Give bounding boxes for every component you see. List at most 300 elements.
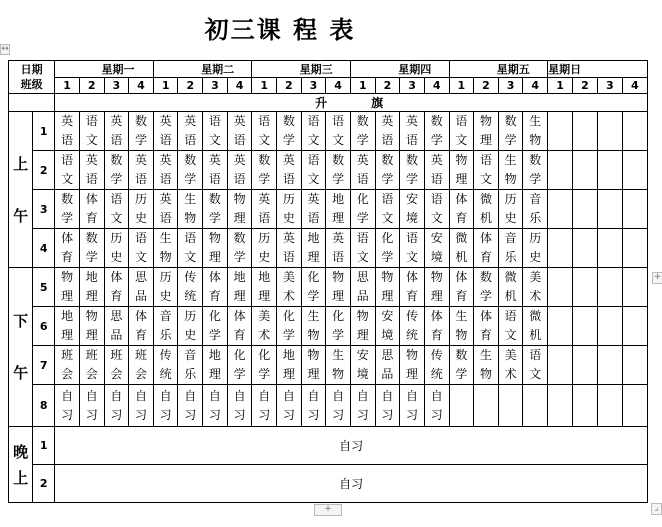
lesson-cell[interactable] — [178, 151, 203, 190]
cell-char: 物 — [208, 231, 221, 245]
lesson-cell[interactable] — [572, 229, 597, 268]
lesson-cell[interactable] — [622, 346, 647, 385]
lesson-cell[interactable] — [203, 385, 228, 427]
lesson-cell[interactable] — [400, 229, 425, 268]
cell-char: 数 — [529, 153, 542, 167]
cell-char: 物 — [381, 270, 394, 284]
lesson-cell[interactable] — [523, 190, 548, 229]
lesson-cell[interactable] — [104, 112, 129, 151]
add-column-icon[interactable]: + — [653, 272, 662, 282]
lesson-row — [9, 229, 648, 268]
lesson-cell[interactable] — [548, 346, 573, 385]
lesson-cell[interactable] — [129, 307, 154, 346]
lesson-cell[interactable] — [498, 268, 523, 307]
cell-char: 语 — [381, 133, 394, 147]
lesson-cell[interactable] — [252, 112, 277, 151]
lesson-cell[interactable] — [178, 307, 203, 346]
lesson-cell[interactable] — [153, 268, 178, 307]
lesson-cell[interactable] — [301, 346, 326, 385]
period-number: 3 — [203, 78, 228, 94]
cell-char: 班 — [61, 348, 74, 362]
cell-char: 理 — [61, 328, 74, 342]
period-label: 5 — [33, 268, 55, 307]
cell-char: 文 — [208, 133, 221, 147]
lesson-cell[interactable] — [227, 229, 252, 268]
lesson-cell[interactable] — [597, 268, 622, 307]
lesson-cell[interactable] — [153, 229, 178, 268]
lesson-cell[interactable] — [153, 385, 178, 427]
lesson-cell[interactable] — [523, 229, 548, 268]
cell-char: 数 — [110, 153, 123, 167]
lesson-cell[interactable] — [449, 268, 474, 307]
period-number: 2 — [79, 78, 104, 94]
lesson-cell[interactable] — [129, 346, 154, 385]
lesson-cell[interactable] — [301, 112, 326, 151]
lesson-cell[interactable] — [424, 307, 449, 346]
cell-char: 地 — [332, 192, 345, 206]
lesson-cell[interactable] — [277, 112, 302, 151]
cell-char: 体 — [455, 192, 468, 206]
lesson-cell[interactable] — [350, 268, 375, 307]
cell-char: 物 — [332, 367, 345, 381]
lesson-cell[interactable] — [326, 268, 351, 307]
cell-char: 境 — [381, 328, 394, 342]
cell-char: 习 — [356, 407, 369, 422]
cell-char: 体 — [430, 309, 443, 323]
cell-char: 乐 — [184, 367, 197, 381]
lesson-cell[interactable] — [203, 112, 228, 151]
lesson-cell[interactable] — [153, 307, 178, 346]
cell-char: 英 — [258, 192, 271, 206]
lesson-cell[interactable] — [474, 385, 499, 427]
section-char: 下 — [13, 312, 29, 330]
lesson-cell[interactable] — [227, 190, 252, 229]
lesson-cell[interactable] — [400, 307, 425, 346]
add-row-icon[interactable]: + — [314, 504, 342, 516]
lesson-cell[interactable] — [449, 151, 474, 190]
cell-char: 自 — [332, 388, 345, 403]
lesson-cell[interactable] — [548, 151, 573, 190]
corner-label: 班级 — [20, 78, 43, 91]
lesson-cell[interactable] — [622, 229, 647, 268]
lesson-cell[interactable] — [129, 268, 154, 307]
lesson-cell[interactable] — [203, 307, 228, 346]
cell-char: 安 — [430, 231, 443, 245]
lesson-cell[interactable] — [424, 229, 449, 268]
lesson-cell[interactable] — [203, 346, 228, 385]
lesson-cell[interactable] — [277, 229, 302, 268]
cell-char: 美 — [529, 270, 542, 284]
lesson-cell[interactable] — [400, 268, 425, 307]
lesson-cell[interactable] — [326, 385, 351, 427]
evening-self-study[interactable]: 自习 — [55, 465, 648, 503]
cell-char: 学 — [381, 250, 394, 264]
lesson-cell[interactable] — [548, 268, 573, 307]
lesson-cell[interactable] — [548, 385, 573, 427]
lesson-cell[interactable] — [449, 112, 474, 151]
lesson-cell[interactable] — [498, 346, 523, 385]
cell-char: 英 — [406, 114, 419, 128]
cell-char: 习 — [159, 407, 172, 422]
lesson-cell[interactable] — [375, 190, 400, 229]
lesson-cell[interactable] — [597, 229, 622, 268]
lesson-cell[interactable] — [203, 190, 228, 229]
cell-char: 安 — [406, 192, 419, 206]
lesson-cell[interactable] — [55, 151, 80, 190]
lesson-cell[interactable] — [474, 229, 499, 268]
cell-char: 语 — [85, 114, 98, 128]
cell-char: 学 — [282, 133, 295, 147]
lesson-cell[interactable] — [153, 151, 178, 190]
cell-char: 理 — [332, 211, 345, 225]
lesson-cell[interactable] — [326, 229, 351, 268]
cell-char: 传 — [159, 348, 172, 362]
lesson-cell[interactable] — [474, 151, 499, 190]
lesson-cell[interactable] — [227, 151, 252, 190]
flag-raising-label: 升旗 — [55, 94, 648, 112]
lesson-cell[interactable] — [104, 229, 129, 268]
cell-char: 语 — [406, 133, 419, 147]
lesson-cell[interactable] — [622, 151, 647, 190]
resize-handle-icon[interactable]: ⌟ — [651, 503, 662, 515]
lesson-cell[interactable] — [79, 151, 104, 190]
page-title: 初三课 程 表 — [204, 15, 356, 44]
lesson-cell[interactable] — [350, 346, 375, 385]
cell-char: 历 — [504, 192, 517, 206]
lesson-cell[interactable] — [350, 385, 375, 427]
period-number: 2 — [277, 78, 302, 94]
lesson-cell[interactable] — [474, 190, 499, 229]
lesson-cell[interactable] — [326, 307, 351, 346]
lesson-cell[interactable] — [449, 190, 474, 229]
lesson-cell[interactable] — [498, 307, 523, 346]
lesson-cell[interactable] — [474, 268, 499, 307]
lesson-cell[interactable] — [498, 385, 523, 427]
lesson-cell[interactable] — [572, 112, 597, 151]
cell-char: 文 — [479, 172, 492, 186]
lesson-cell[interactable] — [424, 346, 449, 385]
lesson-cell[interactable] — [203, 268, 228, 307]
cell-char: 数 — [479, 270, 492, 284]
cell-char: 物 — [479, 114, 492, 128]
afternoon-label — [9, 268, 33, 427]
lesson-cell[interactable] — [449, 307, 474, 346]
lesson-cell[interactable] — [301, 229, 326, 268]
lesson-cell[interactable] — [129, 190, 154, 229]
lesson-cell[interactable] — [79, 190, 104, 229]
lesson-cell[interactable] — [104, 307, 129, 346]
lesson-cell[interactable] — [548, 112, 573, 151]
lesson-cell[interactable] — [424, 385, 449, 427]
lesson-cell[interactable] — [424, 112, 449, 151]
lesson-cell[interactable] — [178, 346, 203, 385]
lesson-cell[interactable] — [301, 190, 326, 229]
lesson-cell[interactable] — [474, 346, 499, 385]
cell-char: 体 — [233, 309, 246, 323]
lesson-cell[interactable] — [301, 268, 326, 307]
lesson-cell[interactable] — [55, 307, 80, 346]
lesson-cell[interactable] — [55, 268, 80, 307]
lesson-cell[interactable] — [79, 229, 104, 268]
lesson-cell[interactable] — [548, 190, 573, 229]
cell-char: 理 — [430, 289, 443, 303]
lesson-cell[interactable] — [375, 268, 400, 307]
lesson-cell[interactable] — [252, 346, 277, 385]
lesson-cell[interactable] — [79, 385, 104, 427]
lesson-cell[interactable] — [277, 346, 302, 385]
lesson-cell[interactable] — [498, 112, 523, 151]
lesson-cell[interactable] — [597, 307, 622, 346]
period-label: 1 — [33, 427, 55, 465]
lesson-cell[interactable] — [301, 151, 326, 190]
lesson-cell[interactable] — [572, 268, 597, 307]
lesson-cell[interactable] — [523, 307, 548, 346]
lesson-cell[interactable] — [104, 268, 129, 307]
lesson-cell[interactable] — [277, 190, 302, 229]
lesson-cell[interactable] — [400, 190, 425, 229]
lesson-cell[interactable] — [277, 268, 302, 307]
cell-char: 机 — [479, 211, 492, 225]
lesson-cell[interactable] — [79, 268, 104, 307]
cell-char: 语 — [208, 172, 221, 186]
lesson-cell[interactable] — [129, 229, 154, 268]
lesson-cell[interactable] — [129, 112, 154, 151]
lesson-cell[interactable] — [375, 307, 400, 346]
cell-char: 育 — [110, 289, 123, 303]
lesson-cell[interactable] — [424, 151, 449, 190]
lesson-cell[interactable] — [523, 385, 548, 427]
cell-char: 育 — [479, 250, 492, 264]
lesson-cell[interactable] — [55, 385, 80, 427]
cell-char: 理 — [208, 250, 221, 264]
lesson-cell[interactable] — [153, 190, 178, 229]
period-number: 3 — [498, 78, 523, 94]
lesson-cell[interactable] — [227, 346, 252, 385]
lesson-cell[interactable] — [572, 346, 597, 385]
cell-char: 统 — [159, 367, 172, 381]
lesson-cell[interactable] — [227, 385, 252, 427]
cell-char: 理 — [208, 367, 221, 381]
lesson-cell[interactable] — [326, 346, 351, 385]
lesson-cell[interactable] — [350, 151, 375, 190]
lesson-cell[interactable] — [277, 151, 302, 190]
cell-char: 历 — [184, 309, 197, 323]
cell-char: 英 — [85, 153, 98, 167]
cell-char: 学 — [406, 172, 419, 186]
lesson-cell[interactable] — [153, 112, 178, 151]
lesson-cell[interactable] — [326, 190, 351, 229]
lesson-cell[interactable] — [153, 346, 178, 385]
cell-char: 班 — [110, 348, 123, 362]
lesson-cell[interactable] — [227, 307, 252, 346]
cell-char: 学 — [208, 328, 221, 342]
lesson-cell[interactable] — [375, 229, 400, 268]
cell-char: 史 — [184, 328, 197, 342]
cell-char: 品 — [356, 289, 369, 303]
lesson-cell[interactable] — [55, 112, 80, 151]
lesson-cell[interactable] — [622, 112, 647, 151]
lesson-cell[interactable] — [55, 190, 80, 229]
lesson-cell[interactable] — [400, 385, 425, 427]
lesson-cell[interactable] — [597, 346, 622, 385]
lesson-cell[interactable] — [104, 151, 129, 190]
cell-char: 文 — [307, 133, 320, 147]
lesson-cell[interactable] — [178, 112, 203, 151]
period-number: 4 — [424, 78, 449, 94]
lesson-cell[interactable] — [572, 385, 597, 427]
cell-char: 学 — [381, 172, 394, 186]
lesson-cell[interactable] — [79, 346, 104, 385]
cell-char: 地 — [208, 348, 221, 362]
lesson-cell[interactable] — [622, 268, 647, 307]
lesson-cell[interactable] — [449, 346, 474, 385]
lesson-cell[interactable] — [227, 268, 252, 307]
lesson-cell[interactable] — [597, 112, 622, 151]
cell-char: 思 — [356, 270, 369, 284]
lesson-cell[interactable] — [301, 385, 326, 427]
lesson-cell[interactable] — [498, 151, 523, 190]
lesson-cell[interactable] — [474, 112, 499, 151]
lesson-cell[interactable] — [548, 229, 573, 268]
lesson-cell[interactable] — [326, 112, 351, 151]
lesson-cell[interactable] — [326, 151, 351, 190]
evening-self-study[interactable]: 自习 — [55, 427, 648, 465]
cell-char: 思 — [135, 270, 148, 284]
cell-char: 语 — [282, 172, 295, 186]
lesson-cell[interactable] — [252, 268, 277, 307]
lesson-cell[interactable] — [252, 190, 277, 229]
cell-char: 自 — [381, 388, 394, 403]
lesson-cell[interactable] — [104, 190, 129, 229]
lesson-cell[interactable] — [79, 112, 104, 151]
cell-char: 文 — [430, 211, 443, 225]
move-handle-icon[interactable]: ↔ — [1, 44, 9, 54]
lesson-cell[interactable] — [375, 151, 400, 190]
lesson-cell[interactable] — [277, 385, 302, 427]
cell-char: 语 — [307, 211, 320, 225]
lesson-cell[interactable] — [203, 151, 228, 190]
lesson-cell[interactable] — [252, 151, 277, 190]
lesson-cell[interactable] — [203, 229, 228, 268]
lesson-cell[interactable] — [79, 307, 104, 346]
lesson-cell[interactable] — [572, 190, 597, 229]
cell-char: 文 — [406, 250, 419, 264]
lesson-cell[interactable] — [424, 190, 449, 229]
cell-char: 语 — [307, 153, 320, 167]
lesson-cell[interactable] — [449, 229, 474, 268]
lesson-cell[interactable] — [301, 307, 326, 346]
lesson-cell[interactable] — [375, 385, 400, 427]
lesson-cell[interactable] — [227, 112, 252, 151]
period-label: 2 — [33, 465, 55, 503]
period-label: 8 — [33, 385, 55, 427]
lesson-cell[interactable] — [597, 190, 622, 229]
lesson-cell[interactable] — [375, 112, 400, 151]
cell-char: 体 — [406, 270, 419, 284]
lesson-cell[interactable] — [178, 268, 203, 307]
cell-char: 习 — [135, 407, 148, 422]
lesson-cell[interactable] — [55, 229, 80, 268]
cell-char: 会 — [85, 367, 98, 381]
lesson-cell[interactable] — [55, 346, 80, 385]
period-number: 1 — [548, 78, 573, 94]
cell-char: 历 — [135, 192, 148, 206]
lesson-cell[interactable] — [178, 229, 203, 268]
lesson-cell[interactable] — [498, 229, 523, 268]
lesson-cell[interactable] — [622, 190, 647, 229]
lesson-cell[interactable] — [252, 307, 277, 346]
lesson-row — [9, 268, 648, 307]
cell-char: 文 — [307, 172, 320, 186]
cell-char: 化 — [356, 192, 369, 206]
cell-char: 习 — [430, 407, 443, 422]
lesson-cell[interactable] — [350, 229, 375, 268]
lesson-cell[interactable] — [350, 190, 375, 229]
lesson-cell[interactable] — [400, 346, 425, 385]
lesson-cell[interactable] — [104, 385, 129, 427]
cell-char: 习 — [307, 407, 320, 422]
lesson-cell[interactable] — [350, 112, 375, 151]
lesson-cell[interactable] — [474, 307, 499, 346]
lesson-cell[interactable] — [129, 151, 154, 190]
lesson-cell[interactable] — [129, 385, 154, 427]
lesson-cell[interactable] — [252, 229, 277, 268]
lesson-cell[interactable] — [498, 190, 523, 229]
cell-char: 语 — [258, 211, 271, 225]
lesson-cell[interactable] — [350, 307, 375, 346]
lesson-cell[interactable] — [523, 346, 548, 385]
lesson-cell[interactable] — [104, 346, 129, 385]
cell-char: 物 — [455, 153, 468, 167]
lesson-cell[interactable] — [400, 112, 425, 151]
lesson-cell[interactable] — [622, 307, 647, 346]
lesson-cell[interactable] — [622, 385, 647, 427]
cell-char: 语 — [159, 211, 172, 225]
corner-header — [9, 61, 55, 94]
lesson-cell[interactable] — [572, 151, 597, 190]
lesson-cell[interactable] — [178, 385, 203, 427]
cell-char: 生 — [307, 309, 320, 323]
lesson-cell[interactable] — [252, 385, 277, 427]
lesson-cell[interactable] — [424, 268, 449, 307]
cell-char: 理 — [332, 289, 345, 303]
cell-char: 自 — [406, 388, 419, 403]
lesson-cell[interactable] — [572, 307, 597, 346]
lesson-cell[interactable] — [597, 385, 622, 427]
lesson-cell[interactable] — [523, 268, 548, 307]
lesson-cell[interactable] — [548, 307, 573, 346]
lesson-cell[interactable] — [597, 151, 622, 190]
lesson-cell[interactable] — [523, 112, 548, 151]
cell-char: 安 — [356, 348, 369, 362]
cell-char: 化 — [282, 309, 295, 323]
cell-char: 物 — [406, 348, 419, 362]
lesson-cell[interactable] — [449, 385, 474, 427]
cell-char: 术 — [258, 328, 271, 342]
period-number: 1 — [449, 78, 474, 94]
lesson-cell[interactable] — [523, 151, 548, 190]
cell-char: 自 — [135, 388, 148, 403]
lesson-cell[interactable] — [277, 307, 302, 346]
cell-char: 统 — [406, 328, 419, 342]
cell-char: 品 — [381, 367, 394, 381]
lesson-cell[interactable] — [178, 190, 203, 229]
period-number: 4 — [326, 78, 351, 94]
lesson-cell[interactable] — [375, 346, 400, 385]
cell-char: 自 — [184, 388, 197, 403]
cell-char: 育 — [479, 328, 492, 342]
lesson-cell[interactable] — [400, 151, 425, 190]
